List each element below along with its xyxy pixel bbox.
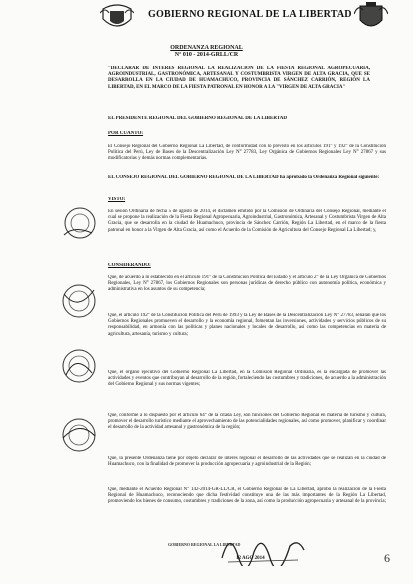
footer-stamp-label: GOBIERNO REGIONAL LA LIBERTAD bbox=[168, 542, 241, 547]
considerando-paragraph: Que, el órgano ejecutivo del Gobierno Regional La Libertad, en la Comisión Regional Ordinaria, es la encargada de promover las actividades y eventos que contribuyan al desarrollo de la región, fortaleciendo las costumbres y tradiciones, de acuerdo a la administración del Gobierno Regional y sus normas vigentes; bbox=[108, 370, 386, 388]
margin-seal-1 bbox=[62, 205, 98, 241]
visto-text: En sesión Ordinaria de fecha 5 de agosto de 2014, el dictamen emitido por la Comisión de Ordinaria del Consejo Regional, mediante el cual se propone la realización de la Fiesta Regional Agropecuaria, Agroindustrial, Gastronómica, Artesanal y Costumbrista Virgen de Alta Gracia, que se desarrolla en la ciudad de Huamachuco, provincia de Sánchez Carrión, Región La Libertad, en el marco de la fiesta patronal en honor a la Virgen de Alta Gracia, así como el Acuerdo de la Comisión de Agricultura del Consejo Regional La Libertad; y, bbox=[108, 209, 386, 233]
considerando-paragraph: Que, mediante el Acuerdo Regional N° 142-2014-GR-LL/CR, el Gobierno Regional de La Libertad, aprobó la realización de la Fiesta Regional de Huamachuco, reconociendo que dicha festividad constituye una de las más importantes de la Región La Libertad, promoviendo los bienes de consumo, costumbres y tradiciones de la zona, así como la producción agropecuaria y artesanal de la provincia; bbox=[108, 487, 386, 505]
government-title: GOBIERNO REGIONAL DE LA LIBERTAD bbox=[148, 9, 352, 20]
considerando-paragraph: Que, el artículo 192° de la Constitución Política del Perú de 1993 y la Ley de Bases de la Descentralización Ley N° 27783, señalan que los Gobiernos Regionales promueven el desarrollo y la economía regional, fomentan las inversiones, actividades y servicios públicos de su responsabilidad, en armonía con las políticas y planes nacionales y locales de desarrollo, así como las competencias en materia de agricultura, artesanía, turismo y cultura; bbox=[108, 313, 386, 337]
regional-shield-emblem bbox=[354, 2, 388, 34]
considerando-paragraph: Que, de acuerdo a lo establecido en el artículo 191° de la Constitución Política del Estado y el artículo 2° de la Ley Orgánica de Gobiernos Regionales, Ley N° 27867, los Gobiernos Regionales son personas jurídicas de derecho público con autonomía política, económica y administrativa en los asuntos de su competencia; bbox=[108, 275, 386, 293]
por-cuanto-label: POR CUANTO: bbox=[108, 131, 144, 136]
peru-coat-of-arms-emblem bbox=[100, 3, 134, 33]
ordinance-subject: "DECLARAR DE INTERES REGIONAL LA REALIZACIÓN DE LA FIESTA REGIONAL AGROPECUARIA, AGROINDUSTRIAL, GASTRONÓMICA, ARTESANAL Y COSTUMBRISTA VIRGEN DE ALTA GRACIA, QUE SE DESARROLLA EN LA CIUDAD DE HUAMACHUCO, PROVINCIA DE SÁNCHEZ CARRIÓN, REGIÓN LA LIBERTAD, EN EL MARCO DE LA FIESTA PATRONAL EN HONOR A LA "VIRGEN DE ALTA GRACIA" bbox=[108, 66, 370, 90]
visto-label: VISTO: bbox=[108, 197, 126, 202]
considerando-paragraph: Que, la presente Ordenanza tiene por objeto declarar de interés regional el desarrollo de las actividades que se realizan en la ciudad de Huamachuco, con la finalidad de promover la producción agropecuaria y agroindustrial de la Región; bbox=[108, 456, 386, 468]
margin-seal-3 bbox=[60, 347, 98, 385]
consejo-statement: EL CONSEJO REGIONAL DEL GOBIERNO REGIONAL DE LA LIBERTAD ha aprobado la Ordenanza Regional siguiente: bbox=[108, 175, 380, 180]
ordinance-number: N° 010 - 2014-GRLL/CR bbox=[174, 52, 239, 58]
considerando-paragraph: Que, conforme a lo dispuesto por el artículo 64° de la citada Ley, son funciones del Gobierno Regional en materia de turismo y cultura, promover el desarrollo turístico mediante el aprovechamiento de las potencialidades regionales, así como promover, planificar y coordinar el desarrollo de la actividad artesanal y gastronómica de la región; bbox=[108, 413, 386, 431]
por-cuanto-text: El Consejo Regional del Gobierno Regional La Libertad, de conformidad con lo previsto en los artículos 191° y 192° de la Constitución Política del Perú, Ley de Bases de la Descentralización Ley N° 27783, Ley Orgánica de Gobiernos Regionales Ley N° 27867 y sus modificatorias y demás normas complementarias. bbox=[108, 144, 386, 162]
footer-date: 12 AGO 2014 bbox=[236, 556, 265, 561]
margin-seal-2 bbox=[60, 282, 98, 320]
page-mark: 6 bbox=[384, 551, 390, 565]
margin-seal-4 bbox=[60, 416, 98, 454]
ordinance-title: ORDENANZA REGIONAL bbox=[170, 45, 243, 51]
considerando-label: CONSIDERANDO: bbox=[108, 263, 151, 268]
intro-line: EL PRESIDENTE REGIONAL DEL GOBIERNO REGIONAL DE LA LIBERTAD bbox=[108, 116, 287, 121]
